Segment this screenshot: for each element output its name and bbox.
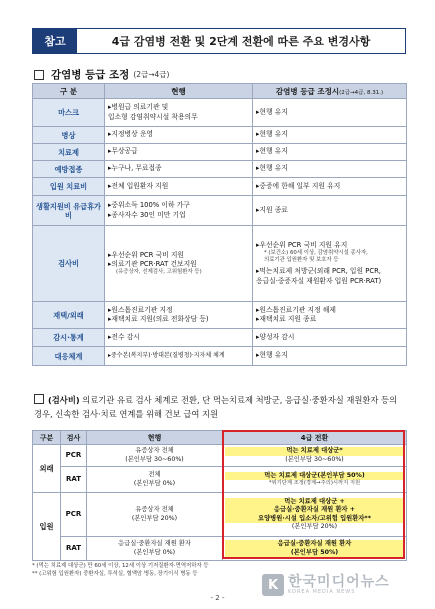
grade-change-table — [32, 83, 407, 366]
table-row: 재택/외래 ▸원스톱진료기관 지정 ▸재택치료 지원(의료 전화상담 등) ▸원스톱진료기관 지정 해제 ▸재택치료 지원 종료 — [33, 302, 407, 329]
footnote-2: ** (고위험 입원환자) 중환자실, 투석실, 혈액암 병동, 장기이식 병동 등 — [32, 571, 198, 577]
page-title: 4급 감염병 전환 및 2단계 전환에 따른 주요 변경사항 — [111, 35, 371, 48]
table-row: 입원 치료비 ▸전체 입원환자 지원 ▸중증에 한해 일부 지원 유지 — [33, 178, 407, 196]
test-cost-table — [32, 430, 407, 561]
watermark-sub: KOREA MEDIA NEWS — [288, 589, 356, 595]
col-test: 검사 — [61, 431, 87, 445]
reference-tag: 참고 — [33, 29, 77, 53]
col-category: 구 분 — [33, 84, 105, 99]
col-current: 현행 — [87, 431, 223, 445]
section1-sub: (2급→4급) — [133, 70, 170, 79]
table-row: 병상 ▸지정병상 운영 ▸현행 유지 — [33, 127, 407, 144]
table-row: 대응체계 ▸중수본(복지부)·방대본(질병청)·지자체 체계 ▸현행 유지 — [33, 347, 407, 366]
col-change: 감염병 등급 조정시(2급→4급, 8.31.) — [253, 84, 407, 99]
watermark-logo-icon: K — [262, 574, 284, 596]
table-row: RAT 응급실·중환자실 재원 환자 (본인부담 0%) 응급실·중환자실 재원 환자 (본인부담 50%) — [33, 537, 407, 561]
table-row: 감시·통계 ▸전수 감시 ▸양성자 감시 — [33, 329, 407, 347]
checkbox-square-icon — [34, 70, 44, 80]
footnote-1: * (먹는 치료제 대상군) 만 60세 이상, 12세 이상 기저질환자·면역저하자 등 — [32, 563, 209, 569]
table-row: 마스크 ▸병원급 의료기관 및 입소형 감염취약시설 착용의무 ▸현행 유지 — [33, 99, 407, 127]
section2-label: (검사비) — [48, 395, 80, 405]
table-row: 치료제 ▸무상공급 ▸현행 유지 — [33, 144, 407, 161]
table-row: 입원 PCR 유증상자 전체 (본인부담 20%) 먹는 치료제 대상군 + 응급실·중환자실 재원 환자 + 요양병원·시설 입소자/고위험 입원환자** (본인부담 20%) — [33, 493, 407, 537]
watermark-text: 한국미디어뉴스 — [288, 574, 390, 590]
col-current: 현행 — [105, 84, 253, 99]
table-row: 예방접종 ▸누구나, 무료접종 ▸현행 유지 — [33, 161, 407, 178]
col-group: 구분 — [33, 431, 61, 445]
title-banner — [32, 28, 406, 54]
section2-paragraph — [34, 394, 406, 421]
watermark — [262, 574, 390, 596]
section2-text: 의료기관 유료 검사 체계로 전환, 단 먹는치료제 처방군, 응급실·중환자실 재원환자 등의 경우, 신속한 검사·치료 연계를 위해 건보 급여 지원 — [34, 395, 398, 419]
col-new: 4급 전환 — [223, 431, 407, 445]
section1-title: 감염병 등급 조정 — [51, 69, 130, 81]
table-row: 검사비 ▸우선순위 PCR 국비 지원 ▸의료기관 PCR·RAT 건보지원 (유증상자, 선제검사, 고위험환자 등) ▸우선순위 PCR 국비 지원 유지 * (보건소) 60세 이상, 감염취약시설 종사자, 의료기관 입원환자 및 보호자 등 ▸먹는치료제 처방군(외래 PCR, 입원 PCR, 응급실·중증자실 재원환자 입원 PCR·RAT) — [33, 226, 407, 302]
checkbox-square-icon — [34, 394, 44, 404]
table-row: 생활지원비 유급휴가비 ▸중위소득 100% 이하 가구 ▸종사자수 30인 미만 기업 ▸지원 종료 — [33, 196, 407, 226]
table-row: 외래 PCR 유증상자 전체 (본인부담 30~60%) 먹는 치료제 대상군* (본인부담 30~60%) — [33, 445, 407, 467]
page-number: - 2 - — [210, 594, 225, 602]
section1-heading — [34, 67, 169, 82]
table-row: RAT 전체 (본인부담 0%) 먹는 치료제 대상군(본인부담 50%) *위기단계 조정(경계→주의)시까지 지원 — [33, 467, 407, 493]
